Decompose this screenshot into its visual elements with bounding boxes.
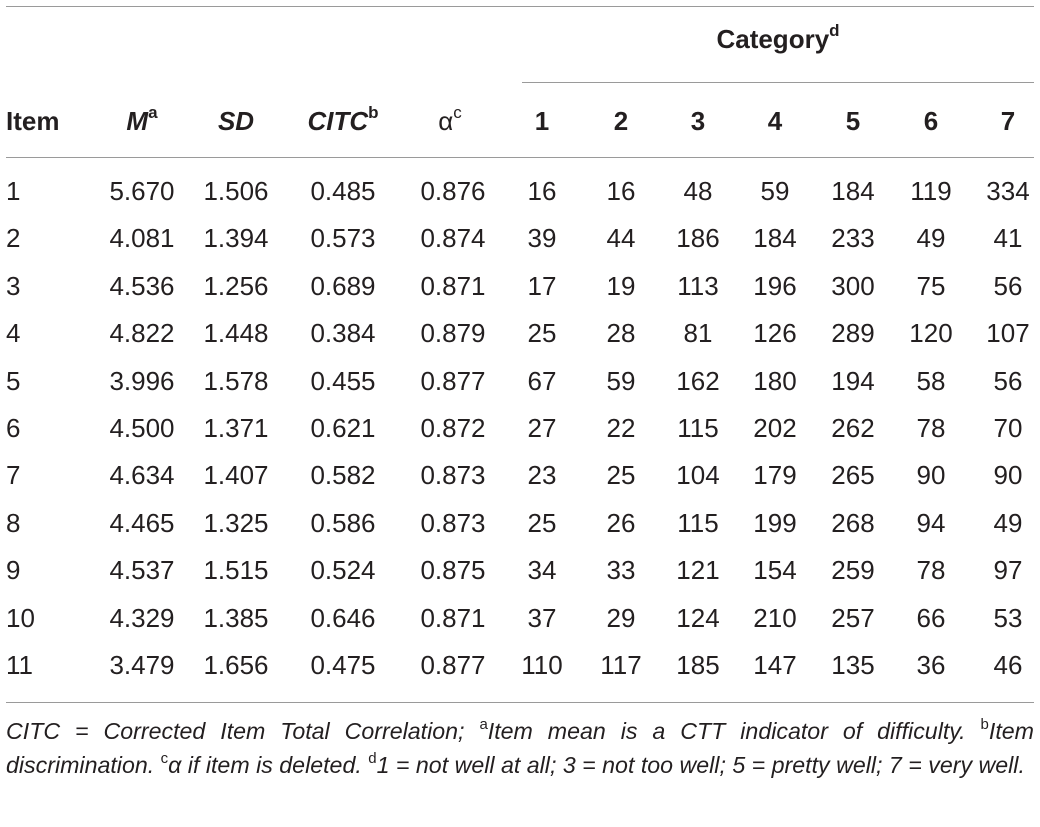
cell-category-5: 135 xyxy=(831,650,875,680)
cell-m: 4.822 xyxy=(109,318,175,349)
cell-sd: 1.656 xyxy=(203,650,269,680)
cell-category-5: 233 xyxy=(831,223,875,254)
cell-category-1: 25 xyxy=(527,318,557,349)
cell-category-6: 66 xyxy=(916,602,946,633)
cell-citc: 0.689 xyxy=(310,270,376,301)
cell-category-6: 49 xyxy=(916,223,946,254)
header-mean-footnote-mark: a xyxy=(148,103,158,123)
cell-category-7: 70 xyxy=(993,413,1023,443)
footnote-mark-d: d xyxy=(368,750,377,768)
cell-m: 3.996 xyxy=(109,365,175,396)
cell-category-1: 17 xyxy=(527,270,557,301)
cell-item: 3 xyxy=(6,270,21,301)
cell-category-3: 121 xyxy=(676,555,720,586)
cell-citc: 0.524 xyxy=(310,555,376,586)
cell-category-6: 78 xyxy=(916,555,946,586)
cell-category-2: 44 xyxy=(606,223,636,254)
cell-item: 6 xyxy=(6,413,21,443)
header-alpha xyxy=(400,103,500,137)
header-category-2: 2 xyxy=(613,106,629,136)
cell-citc: 0.455 xyxy=(310,365,376,396)
cell-category-3: 124 xyxy=(676,602,720,633)
table-row xyxy=(0,460,1040,507)
cell-category-6: 119 xyxy=(910,176,952,206)
cell-category-4: 210 xyxy=(753,602,797,633)
cell-m: 4.536 xyxy=(109,270,175,301)
cell-category-4: 147 xyxy=(753,650,797,680)
header-category-3: 3 xyxy=(690,106,706,136)
header-alpha-footnote-mark: c xyxy=(453,103,462,123)
cell-category-1: 23 xyxy=(527,460,557,491)
cell-alpha: 0.873 xyxy=(420,507,486,538)
cell-category-5: 184 xyxy=(831,176,875,206)
cell-category-4: 59 xyxy=(760,176,790,206)
cell-category-4: 180 xyxy=(753,365,797,396)
cell-category-7: 53 xyxy=(993,602,1023,633)
table-row xyxy=(0,176,1040,223)
cell-alpha: 0.877 xyxy=(420,650,486,680)
cell-category-1: 67 xyxy=(527,365,557,396)
cell-category-2: 33 xyxy=(606,555,636,586)
cell-item: 5 xyxy=(6,365,21,396)
cell-m: 4.329 xyxy=(109,602,175,633)
cell-citc: 0.485 xyxy=(310,176,376,206)
header-category-5: 5 xyxy=(845,106,861,136)
cell-sd: 1.325 xyxy=(203,507,269,538)
cell-m: 4.537 xyxy=(109,555,175,586)
cell-sd: 1.385 xyxy=(203,602,269,633)
cell-alpha: 0.873 xyxy=(420,460,486,491)
table-row xyxy=(0,555,1040,602)
cell-category-3: 186 xyxy=(676,223,720,254)
cell-citc: 0.586 xyxy=(310,507,376,538)
cell-category-1: 16 xyxy=(527,176,557,206)
cell-alpha: 0.872 xyxy=(420,413,486,443)
cell-item: 4 xyxy=(6,318,21,349)
cell-sd: 1.394 xyxy=(203,223,269,254)
table-row xyxy=(0,413,1040,460)
cell-sd: 1.256 xyxy=(203,270,269,301)
cell-citc: 0.475 xyxy=(310,650,376,680)
cell-category-3: 115 xyxy=(677,507,719,538)
table-row xyxy=(0,603,1040,650)
cell-category-5: 265 xyxy=(831,460,875,491)
table-row xyxy=(0,223,1040,270)
cell-m: 4.465 xyxy=(109,507,175,538)
cell-alpha: 0.874 xyxy=(420,223,486,254)
cell-category-4: 202 xyxy=(753,413,797,443)
cell-item: 1 xyxy=(6,176,21,206)
cell-item: 7 xyxy=(6,460,21,491)
cell-item: 2 xyxy=(6,223,21,254)
cell-category-5: 262 xyxy=(831,413,875,443)
cell-category-1: 37 xyxy=(527,602,557,633)
header-category-1: 1 xyxy=(534,106,550,136)
cell-sd: 1.506 xyxy=(203,176,269,206)
cell-item: 9 xyxy=(6,555,21,586)
cell-category-3: 113 xyxy=(677,270,719,301)
footnote-text-4: α if item is deleted. xyxy=(168,752,369,778)
table-row xyxy=(0,508,1040,555)
cell-item: 8 xyxy=(6,507,21,538)
cell-category-5: 259 xyxy=(831,555,875,586)
header-citc-label: CITC xyxy=(307,106,369,136)
cell-m: 4.634 xyxy=(109,460,175,491)
cell-alpha: 0.871 xyxy=(420,602,486,633)
cell-alpha: 0.876 xyxy=(420,176,486,206)
header-item: Item xyxy=(6,106,60,136)
header-category-4: 4 xyxy=(767,106,783,136)
cell-category-6: 90 xyxy=(916,460,946,491)
header-citc-footnote-mark: b xyxy=(368,103,379,123)
cell-category-7: 49 xyxy=(993,507,1023,538)
cell-category-4: 199 xyxy=(753,507,797,538)
cell-m: 5.670 xyxy=(109,176,175,206)
footnote-mark-a: a xyxy=(479,716,488,734)
cell-category-7: 334 xyxy=(986,176,1030,206)
top-rule xyxy=(6,6,1034,7)
table-row xyxy=(0,318,1040,365)
header-mean-label: M xyxy=(126,106,149,136)
cell-category-5: 289 xyxy=(831,318,875,349)
cell-sd: 1.578 xyxy=(203,365,269,396)
header-category-6: 6 xyxy=(923,106,939,136)
cell-category-2: 22 xyxy=(606,413,636,443)
cell-sd: 1.448 xyxy=(203,318,269,349)
header-alpha-label: α xyxy=(438,106,454,136)
cell-alpha: 0.879 xyxy=(420,318,486,349)
cell-category-2: 16 xyxy=(606,176,636,206)
cell-category-7: 90 xyxy=(993,460,1023,491)
cell-category-6: 36 xyxy=(916,650,946,680)
footnote-mark-c: c xyxy=(160,750,169,768)
cell-category-1: 110 xyxy=(521,650,563,680)
cell-category-1: 34 xyxy=(527,555,557,586)
cell-category-4: 196 xyxy=(753,270,797,301)
cell-category-7: 56 xyxy=(993,270,1023,301)
cell-category-3: 185 xyxy=(676,650,720,680)
cell-citc: 0.621 xyxy=(310,413,376,443)
table-row xyxy=(0,366,1040,413)
cell-citc: 0.582 xyxy=(310,460,376,491)
cell-category-6: 78 xyxy=(916,413,946,443)
cell-citc: 0.646 xyxy=(310,602,376,633)
cell-category-6: 75 xyxy=(916,270,946,301)
cell-category-5: 257 xyxy=(831,602,875,633)
cell-item: 11 xyxy=(6,650,33,680)
cell-sd: 1.515 xyxy=(203,555,269,586)
footnote-mark-b: b xyxy=(980,716,989,734)
category-header xyxy=(522,21,1034,55)
cell-category-2: 25 xyxy=(606,460,636,491)
header-rule xyxy=(6,157,1034,158)
cell-category-5: 300 xyxy=(831,270,875,301)
header-mean xyxy=(92,103,192,137)
cell-sd: 1.407 xyxy=(203,460,269,491)
footnote-text-1: CITC = Corrected Item Total Correlation; xyxy=(6,718,480,744)
cell-category-1: 25 xyxy=(527,507,557,538)
cell-alpha: 0.877 xyxy=(420,365,486,396)
category-title: Category xyxy=(716,24,830,54)
header-citc xyxy=(288,103,398,137)
cell-category-3: 104 xyxy=(676,460,720,491)
cell-category-5: 268 xyxy=(831,507,875,538)
cell-sd: 1.371 xyxy=(203,413,269,443)
cell-m: 4.081 xyxy=(109,223,175,254)
cell-category-2: 117 xyxy=(600,650,642,680)
cell-category-2: 29 xyxy=(606,602,636,633)
cell-category-4: 154 xyxy=(753,555,797,586)
bottom-rule xyxy=(6,702,1034,703)
footnote-text-5: 1 = not well at all; 3 = not too well; 5 = pretty well; 7 = very well. xyxy=(376,752,1025,778)
cell-category-3: 115 xyxy=(677,413,719,443)
category-rule xyxy=(522,82,1034,83)
table-footnote xyxy=(6,714,1034,782)
header-sd: SD xyxy=(217,106,255,136)
cell-category-3: 162 xyxy=(676,365,720,396)
cell-category-7: 46 xyxy=(993,650,1023,680)
cell-citc: 0.573 xyxy=(310,223,376,254)
cell-category-5: 194 xyxy=(831,365,875,396)
cell-category-6: 120 xyxy=(909,318,953,349)
cell-category-2: 28 xyxy=(606,318,636,349)
header-category-7: 7 xyxy=(1000,106,1016,136)
table-row xyxy=(0,271,1040,318)
cell-category-2: 26 xyxy=(606,507,636,538)
cell-alpha: 0.875 xyxy=(420,555,486,586)
footnote-text-3: Item discrimination. xyxy=(6,718,1034,778)
table-row xyxy=(0,650,1040,697)
category-footnote-mark: d xyxy=(829,21,840,41)
cell-category-2: 59 xyxy=(606,365,636,396)
cell-category-7: 41 xyxy=(993,223,1023,254)
footnote-text-2: Item mean is a CTT indicator of difficulty. xyxy=(487,718,981,744)
cell-m: 4.500 xyxy=(109,413,175,443)
cell-m: 3.479 xyxy=(109,650,175,680)
cell-category-1: 39 xyxy=(527,223,557,254)
cell-category-4: 179 xyxy=(753,460,797,491)
cell-item: 10 xyxy=(6,602,35,633)
cell-category-3: 48 xyxy=(683,176,713,206)
cell-category-6: 58 xyxy=(916,365,946,396)
cell-category-2: 19 xyxy=(606,270,636,301)
cell-category-4: 126 xyxy=(753,318,797,349)
cell-alpha: 0.871 xyxy=(420,270,486,301)
cell-category-4: 184 xyxy=(753,223,797,254)
cell-category-7: 107 xyxy=(986,318,1030,349)
cell-category-3: 81 xyxy=(683,318,713,349)
cell-citc: 0.384 xyxy=(310,318,376,349)
cell-category-7: 97 xyxy=(993,555,1023,586)
cell-category-7: 56 xyxy=(993,365,1023,396)
cell-category-6: 94 xyxy=(916,507,946,538)
cell-category-1: 27 xyxy=(527,413,557,443)
